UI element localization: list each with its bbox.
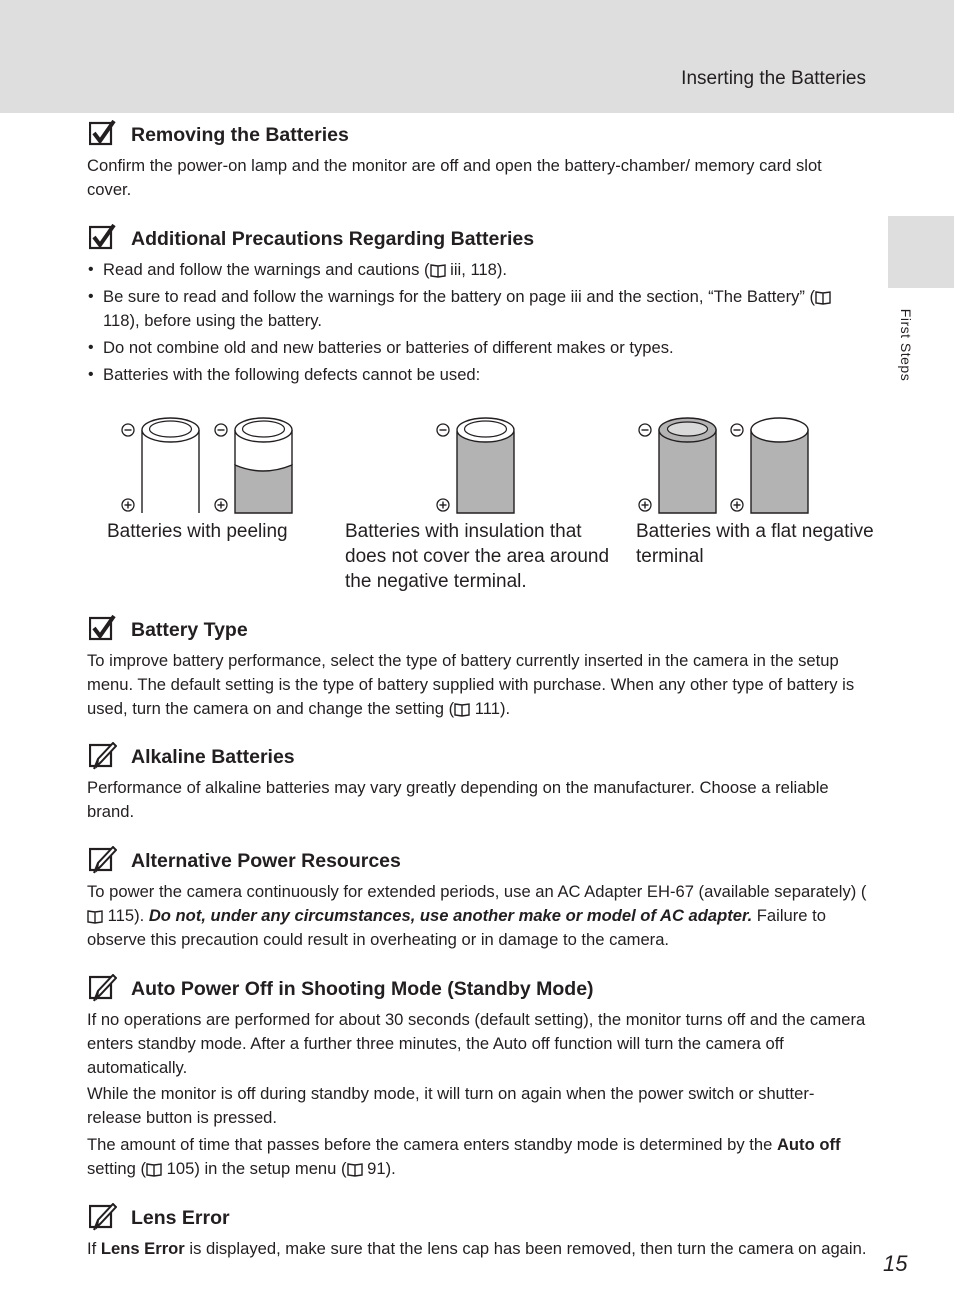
chapter-tab-label: First Steps	[898, 308, 914, 382]
bullet-list	[87, 258, 867, 387]
battery-insulation	[437, 418, 514, 513]
section-heading	[87, 742, 867, 772]
section-heading	[87, 1203, 867, 1233]
note-pencil-icon	[89, 1203, 117, 1231]
book-reference-icon	[87, 909, 103, 924]
section-body-para-1: If no operations are performed for about 30 seconds (default setting), the monitor turns off and the camera enters standby mode. After a further three minutes, the Auto off function will turn the camera off automatically.	[87, 1010, 866, 1077]
auto-off-term: Auto off	[776, 1135, 841, 1154]
caption-insulation: Batteries with insulation that does not cover the area around the negative terminal.	[345, 521, 610, 592]
book-reference-icon	[430, 263, 446, 278]
section-body: If Lens Error is displayed, make sure that the lens cap has been removed, then turn the camera on again.	[87, 1239, 867, 1258]
note-pencil-icon	[89, 974, 117, 1002]
list-item: • Batteries with the following defects cannot be used:	[87, 363, 867, 387]
battery-peeling-1	[122, 418, 199, 513]
caption-peeling: Batteries with peeling	[107, 521, 288, 542]
running-header-title: Inserting the Batteries	[681, 68, 866, 89]
note-pencil-icon	[89, 742, 117, 770]
page-number: 15	[883, 1251, 908, 1276]
bullet-icon: •	[88, 366, 94, 383]
section-title: Battery Type	[131, 619, 248, 641]
section-lens-error	[87, 1203, 867, 1261]
battery-illustrations	[0, 405, 954, 520]
section-alkaline-batteries	[87, 742, 867, 824]
section-alternative-power	[87, 846, 867, 952]
chapter-tab	[888, 216, 954, 288]
section-body-para-3: The amount of time that passes before the camera enters standby mode is determined by the Auto off setting ( 105) in the setup menu ( 91).	[87, 1135, 841, 1178]
section-battery-type	[87, 615, 867, 721]
caution-check-icon	[89, 120, 117, 148]
bullet-icon: •	[88, 261, 94, 278]
section-auto-power-off	[87, 974, 867, 1181]
battery-peeling-2	[215, 418, 292, 513]
section-heading	[87, 120, 867, 150]
section-heading	[87, 974, 867, 1004]
header-band	[0, 0, 954, 113]
section-heading	[87, 224, 867, 254]
warning-emphasis: Do not, under any circumstances, use another make or model of AC adapter.	[148, 906, 753, 925]
section-title: Additional Precautions Regarding Batteries	[131, 228, 535, 250]
section-heading	[87, 846, 867, 876]
note-pencil-icon	[89, 846, 117, 874]
section-additional-precautions	[87, 224, 867, 390]
list-item: • Be sure to read and follow the warnings for the battery on page iii and the section, “The Battery” ( 118), before using the battery.	[87, 285, 867, 333]
list-item: • Do not combine old and new batteries or batteries of different makes or types.	[87, 336, 867, 360]
list-item: • Read and follow the warnings and cautions ( iii, 118).	[87, 258, 867, 282]
battery-flat-terminal-1	[639, 418, 716, 513]
bullet-icon: •	[88, 339, 94, 356]
book-reference-icon	[146, 1162, 162, 1177]
section-title: Removing the Batteries	[131, 124, 349, 146]
book-reference-icon	[815, 290, 831, 305]
section-body: To improve battery performance, select the type of battery currently inserted in the camera in the setup menu. The default setting is the type of battery supplied with purchase. When any other type of battery is used, turn the camera on and change the setting ( 111).	[87, 651, 855, 718]
section-body-para-2: While the monitor is off during standby mode, it will turn on again when the power switch or shutter-release button is pressed.	[87, 1084, 815, 1127]
section-body: Performance of alkaline batteries may vary greatly depending on the manufacturer. Choose a reliable brand.	[87, 778, 829, 821]
caution-check-icon	[89, 224, 117, 252]
section-title: Alkaline Batteries	[131, 746, 295, 768]
battery-flat-terminal-2	[731, 418, 808, 513]
caption-flat-terminal: Batteries with a flat negative terminal	[636, 521, 874, 567]
book-reference-icon	[347, 1162, 363, 1177]
section-heading	[87, 615, 867, 645]
section-removing-batteries	[87, 120, 867, 202]
lens-error-term: Lens Error	[100, 1239, 185, 1258]
section-body: To power the camera continuously for extended periods, use an AC Adapter EH-67 (available separately) ( 115). Do not, under any circumstances, use another make or model of AC adapter. Failure to observe this precaution could result in overheating or in damage to the camera.	[87, 882, 867, 949]
bullet-icon: •	[88, 288, 94, 305]
caution-check-icon	[89, 615, 117, 643]
section-title: Lens Error	[131, 1207, 230, 1229]
book-reference-icon	[454, 702, 470, 717]
section-title: Alternative Power Resources	[131, 850, 401, 872]
section-title: Auto Power Off in Shooting Mode (Standby Mode)	[131, 978, 594, 1000]
section-body: Confirm the power-on lamp and the monitor are off and open the battery-chamber/ memory card slot cover.	[87, 156, 822, 199]
battery-defects-figure	[0, 405, 954, 605]
